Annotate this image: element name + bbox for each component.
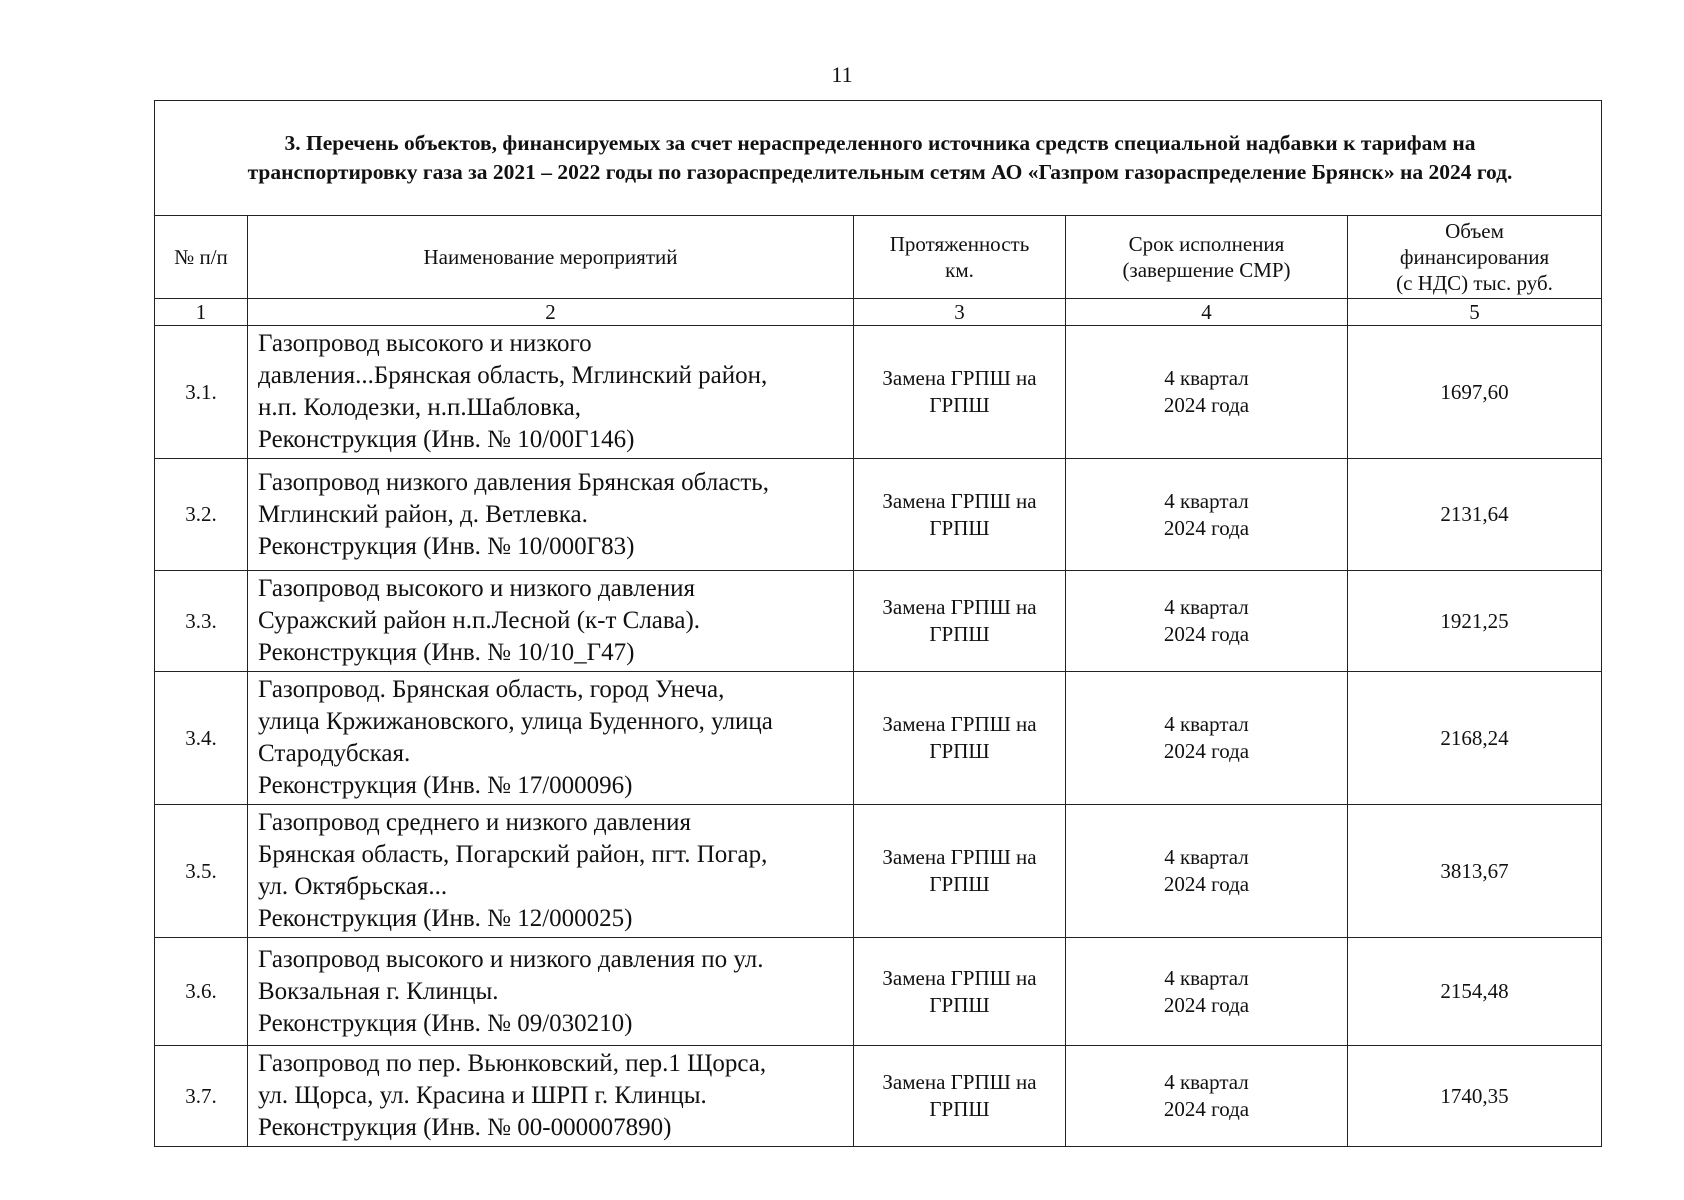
row-financing: 3813,67 [1348,805,1602,938]
page-number: 11 [831,62,853,87]
row-term [1066,326,1348,459]
row-term-line: 4 квартал [1164,845,1249,869]
header-term [1066,216,1348,299]
row-extent [854,938,1066,1046]
row-extent [854,1046,1066,1147]
column-number-row [155,299,1602,326]
column-number: 1 [155,299,248,326]
row-name-line: Газопровод высокого и низкого [258,330,592,357]
row-name-line: Реконструкция (Инв. № 10/10_Г47) [258,639,635,666]
table-row [155,672,1602,805]
financing-table [154,100,1602,1147]
row-term-line: 4 квартал [1164,366,1249,390]
header-term-line-1: Срок исполнения [1128,232,1285,256]
row-name-line: Реконструкция (Инв. № 10/000Г83) [258,532,635,560]
row-term [1066,938,1348,1046]
header-financing-line-2: финансирования [1399,245,1550,269]
header-financing-line-3: (с НДС) тыс. руб. [1396,271,1553,295]
row-number: 3.7. [155,1046,248,1147]
row-name-line: Газопровод. Брянская область, город Унеча, [258,676,725,703]
table-row [155,938,1602,1046]
table-row [155,805,1602,938]
column-number: 2 [248,299,854,326]
row-name-line: Реконструкция (Инв. № 17/000096) [258,772,633,799]
row-term-line: 4 квартал [1164,965,1249,990]
row-name-line: Стародубская. [258,740,411,767]
row-extent [854,459,1066,571]
header-extent-line-2: км. [945,258,974,282]
row-term [1066,805,1348,938]
column-number: 5 [1348,299,1602,326]
row-extent-line: ГРПШ [929,393,990,417]
row-name [248,571,854,672]
row-name-line: Газопровод среднего и низкого давления [258,809,691,836]
row-extent-line: Замена ГРПШ на [882,1070,1037,1094]
table-row [155,571,1602,672]
table-title-line-1: 3. Перечень объектов, финансируемых за счет нераспределенного источника средств специальной надбавки к тарифам на [284,131,1476,155]
row-name-line: Суражский район н.п.Лесной (к-т Слава). [258,607,701,634]
row-term-line: 4 квартал [1164,488,1249,513]
row-number: 3.1. [155,326,248,459]
row-name-line: Газопровод по пер. Вьюнковский, пер.1 Щорса, [258,1050,767,1077]
row-extent-line: ГРПШ [929,1097,990,1121]
row-name-line: Вокзальная г. Клинцы. [258,977,499,1005]
row-term-line: 2024 года [1163,872,1250,896]
row-term [1066,571,1348,672]
header-name: Наименование мероприятий [248,216,854,299]
row-term [1066,672,1348,805]
row-number: 3.2. [155,459,248,571]
row-name [248,672,854,805]
header-financing [1348,216,1602,299]
row-name [248,938,854,1046]
row-name [248,326,854,459]
row-extent-line: ГРПШ [929,992,990,1017]
row-extent-line: Замена ГРПШ на [882,845,1037,869]
row-extent-line: ГРПШ [929,515,990,540]
row-extent-line: ГРПШ [929,872,990,896]
header-row [155,216,1602,299]
row-name-line: улица Кржижановского, улица Буденного, улица [258,708,773,735]
row-name-line: Реконструкция (Инв. № 00-000007890) [258,1114,672,1141]
row-extent-line: ГРПШ [929,739,990,763]
row-term-line: 4 квартал [1164,1070,1249,1094]
column-number: 3 [854,299,1066,326]
row-extent [854,326,1066,459]
table-title-line-2: транспортировку газа за 2021 – 2022 годы по газораспределительным сетям АО «Газпром газораспределение Брянск» на 2024 год. [247,160,1513,184]
row-number: 3.6. [155,938,248,1046]
row-financing: 1697,60 [1348,326,1602,459]
table-row [155,1046,1602,1147]
row-name-line: Газопровод низкого давления Брянская область, [258,468,769,496]
row-extent-line: ГРПШ [929,622,990,646]
row-extent-line: Замена ГРПШ на [882,965,1037,990]
header-extent [854,216,1066,299]
header-financing-line-1: Объем [1445,219,1504,243]
row-financing: 2168,24 [1348,672,1602,805]
row-extent-line: Замена ГРПШ на [882,366,1037,390]
row-name-line: Реконструкция (Инв. № 12/000025) [258,905,633,932]
row-term-line: 2024 года [1163,1097,1250,1121]
row-term-line: 4 квартал [1164,595,1249,619]
header-extent-line-1: Протяженность [889,232,1030,256]
table-row [155,326,1602,459]
row-name [248,1046,854,1147]
row-extent [854,571,1066,672]
row-extent-line: Замена ГРПШ на [882,712,1037,736]
row-financing: 1921,25 [1348,571,1602,672]
row-term [1066,1046,1348,1147]
row-name-line: Брянская область, Погарский район, пгт. Погар, [258,841,768,868]
row-number: 3.3. [155,571,248,672]
table-title [155,101,1602,216]
row-term [1066,459,1348,571]
table-row [155,459,1602,571]
row-term-line: 2024 года [1163,739,1250,763]
row-name [248,459,854,571]
row-name-line: Реконструкция (Инв. № 09/030210) [258,1009,633,1037]
row-term-line: 4 квартал [1164,712,1249,736]
row-term-line: 2024 года [1163,992,1250,1017]
row-financing: 2131,64 [1348,459,1602,571]
row-term-line: 2024 года [1163,622,1250,646]
row-name-line: Мглинский район, д. Ветлевка. [258,500,588,528]
row-extent [854,805,1066,938]
row-number: 3.5. [155,805,248,938]
row-name-line: ул. Щорса, ул. Красина и ШРП г. Клинцы. [258,1082,707,1109]
row-financing: 2154,48 [1348,938,1602,1046]
header-num: № п/п [155,216,248,299]
row-name [248,805,854,938]
row-name-line: давления...Брянская область, Мглинский район, [258,362,768,389]
row-term-line: 2024 года [1163,515,1250,540]
row-name-line: Газопровод высокого и низкого давления [258,575,696,602]
row-extent-line: Замена ГРПШ на [882,488,1037,513]
header-term-line-2: (завершение СМР) [1122,258,1291,282]
row-extent-line: Замена ГРПШ на [882,595,1037,619]
row-name-line: Газопровод высокого и низкого давления по ул. [258,945,764,973]
row-term-line: 2024 года [1163,393,1250,417]
row-name-line: Реконструкция (Инв. № 10/00Г146) [258,426,635,453]
column-number: 4 [1066,299,1348,326]
row-extent [854,672,1066,805]
row-number: 3.4. [155,672,248,805]
row-name-line: н.п. Колодезки, н.п.Шабловка, [258,394,581,421]
row-name-line: ул. Октябрьская... [258,873,448,900]
row-financing: 1740,35 [1348,1046,1602,1147]
